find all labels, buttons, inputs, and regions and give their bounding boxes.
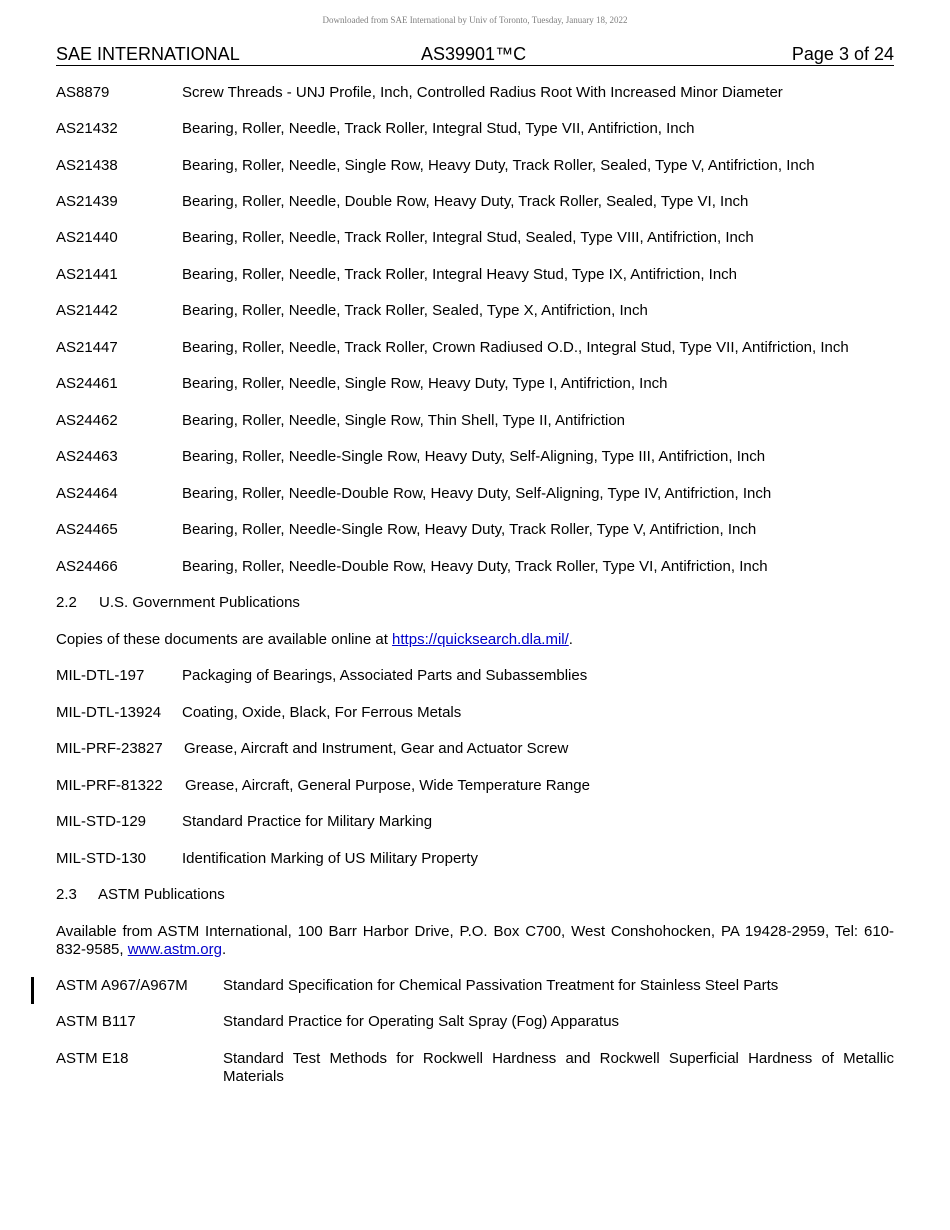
- availability-period: .: [568, 631, 573, 648]
- section-number: 2.3: [56, 886, 77, 903]
- reference-title: Bearing, Roller, Needle-Single Row, Heavy Duty, Self-Aligning, Type III, Antifriction, Inch: [182, 448, 766, 465]
- section-title: ASTM Publications: [98, 886, 225, 903]
- reference-code: AS21442: [56, 302, 118, 319]
- reference-code: AS21432: [56, 120, 118, 137]
- reference-code: MIL-DTL-13924: [56, 704, 162, 721]
- reference-code: MIL-PRF-81322: [56, 777, 163, 794]
- reference-title: Bearing, Roller, Needle, Double Row, Heavy Duty, Track Roller, Sealed, Type VI, Inch: [182, 193, 749, 210]
- reference-title: Bearing, Roller, Needle, Single Row, Thin Shell, Type II, Antifriction: [182, 412, 626, 429]
- availability-text: Copies of these documents are available online at: [56, 631, 393, 648]
- availability-period: .: [221, 941, 227, 958]
- reference-code: AS21438: [56, 157, 118, 174]
- reference-title: Grease, Aircraft, General Purpose, Wide Temperature Range: [185, 777, 590, 794]
- reference-title: Bearing, Roller, Needle, Single Row, Heavy Duty, Track Roller, Sealed, Type V, Antifriction, Inch: [182, 157, 815, 174]
- reference-title: Screw Threads - UNJ Profile, Inch, Controlled Radius Root With Increased Minor Diameter: [182, 84, 783, 101]
- reference-title: Bearing, Roller, Needle, Track Roller, Crown Radiused O.D., Integral Stud, Type VII, Antifriction, Inch: [182, 339, 849, 356]
- reference-title: Bearing, Roller, Needle, Track Roller, Integral Heavy Stud, Type IX, Antifriction, Inch: [182, 266, 737, 283]
- reference-title: Identification Marking of US Military Property: [182, 850, 478, 867]
- reference-row: [56, 1050, 894, 1086]
- reference-row: [56, 1013, 894, 1031]
- reference-title: Coating, Oxide, Black, For Ferrous Metals: [182, 704, 462, 721]
- dla-quicksearch-link[interactable]: https://quicksearch.dla.mil/: [392, 631, 569, 648]
- availability-text: Available from ASTM International, 100 Barr Harbor Drive, P.O. Box C700, West Conshohocken, PA 19428-2959, Tel: 610-832-9585,: [56, 923, 894, 958]
- reference-code: MIL-STD-130: [56, 850, 147, 867]
- reference-title: Bearing, Roller, Needle, Track Roller, Integral Stud, Sealed, Type VIII, Antifriction, Inch: [182, 229, 754, 246]
- reference-title: Standard Practice for Operating Salt Spray (Fog) Apparatus: [223, 1013, 620, 1030]
- reference-code: ASTM E18: [56, 1050, 129, 1067]
- reference-title: Bearing, Roller, Needle, Single Row, Heavy Duty, Type I, Antifriction, Inch: [182, 375, 668, 392]
- reference-code: MIL-PRF-23827: [56, 740, 163, 757]
- download-watermark: Downloaded from SAE International by Univ of Toronto, Tuesday, January 18, 2022: [322, 15, 628, 25]
- reference-code: AS24461: [56, 375, 118, 392]
- reference-code: AS8879: [56, 84, 110, 101]
- reference-code: AS24462: [56, 412, 118, 429]
- reference-code: AS24466: [56, 558, 118, 575]
- header-doc-id: AS39901™C: [421, 44, 527, 64]
- reference-title: Packaging of Bearings, Associated Parts and Subassemblies: [182, 667, 588, 684]
- reference-title: Grease, Aircraft and Instrument, Gear and Actuator Screw: [184, 740, 569, 757]
- reference-code: AS24465: [56, 521, 118, 538]
- reference-title: Standard Specification for Chemical Passivation Treatment for Stainless Steel Parts: [223, 977, 779, 994]
- reference-code: ASTM B117: [56, 1013, 136, 1030]
- reference-code: AS21447: [56, 339, 118, 356]
- reference-code: AS21441: [56, 266, 118, 283]
- availability-note: [56, 631, 573, 649]
- header-org: SAE INTERNATIONAL: [56, 44, 240, 64]
- astm-availability-note: [56, 923, 894, 959]
- reference-code: MIL-DTL-197: [56, 667, 145, 684]
- reference-code: MIL-STD-129: [56, 813, 147, 830]
- revision-change-bar: [31, 977, 34, 1004]
- reference-title: Standard Practice for Military Marking: [182, 813, 433, 830]
- reference-code: AS24464: [56, 485, 118, 502]
- reference-title: Bearing, Roller, Needle, Track Roller, Integral Stud, Type VII, Antifriction, Inch: [182, 120, 695, 137]
- section-number: 2.2: [56, 594, 77, 611]
- reference-code: AS21439: [56, 193, 118, 210]
- header-page-number: Page 3 of 24: [791, 44, 894, 64]
- section-title: U.S. Government Publications: [99, 594, 300, 611]
- reference-code: AS21440: [56, 229, 118, 246]
- reference-title: Standard Test Methods for Rockwell Hardness and Rockwell Superficial Hardness of Metallic Materials: [223, 1050, 894, 1085]
- reference-title: Bearing, Roller, Needle-Double Row, Heavy Duty, Track Roller, Type VI, Antifriction, Inch: [182, 558, 768, 575]
- reference-title: Bearing, Roller, Needle-Double Row, Heavy Duty, Self-Aligning, Type IV, Antifriction, Inch: [182, 485, 772, 502]
- page-header: [56, 44, 894, 66]
- reference-code: ASTM A967/A967M: [56, 977, 188, 994]
- reference-title: Bearing, Roller, Needle-Single Row, Heavy Duty, Track Roller, Type V, Antifriction, Inch: [182, 521, 757, 538]
- astm-website-link[interactable]: www.astm.org: [127, 941, 222, 958]
- reference-row: [56, 977, 894, 995]
- reference-code: AS24463: [56, 448, 118, 465]
- reference-title: Bearing, Roller, Needle, Track Roller, Sealed, Type X, Antifriction, Inch: [182, 302, 648, 319]
